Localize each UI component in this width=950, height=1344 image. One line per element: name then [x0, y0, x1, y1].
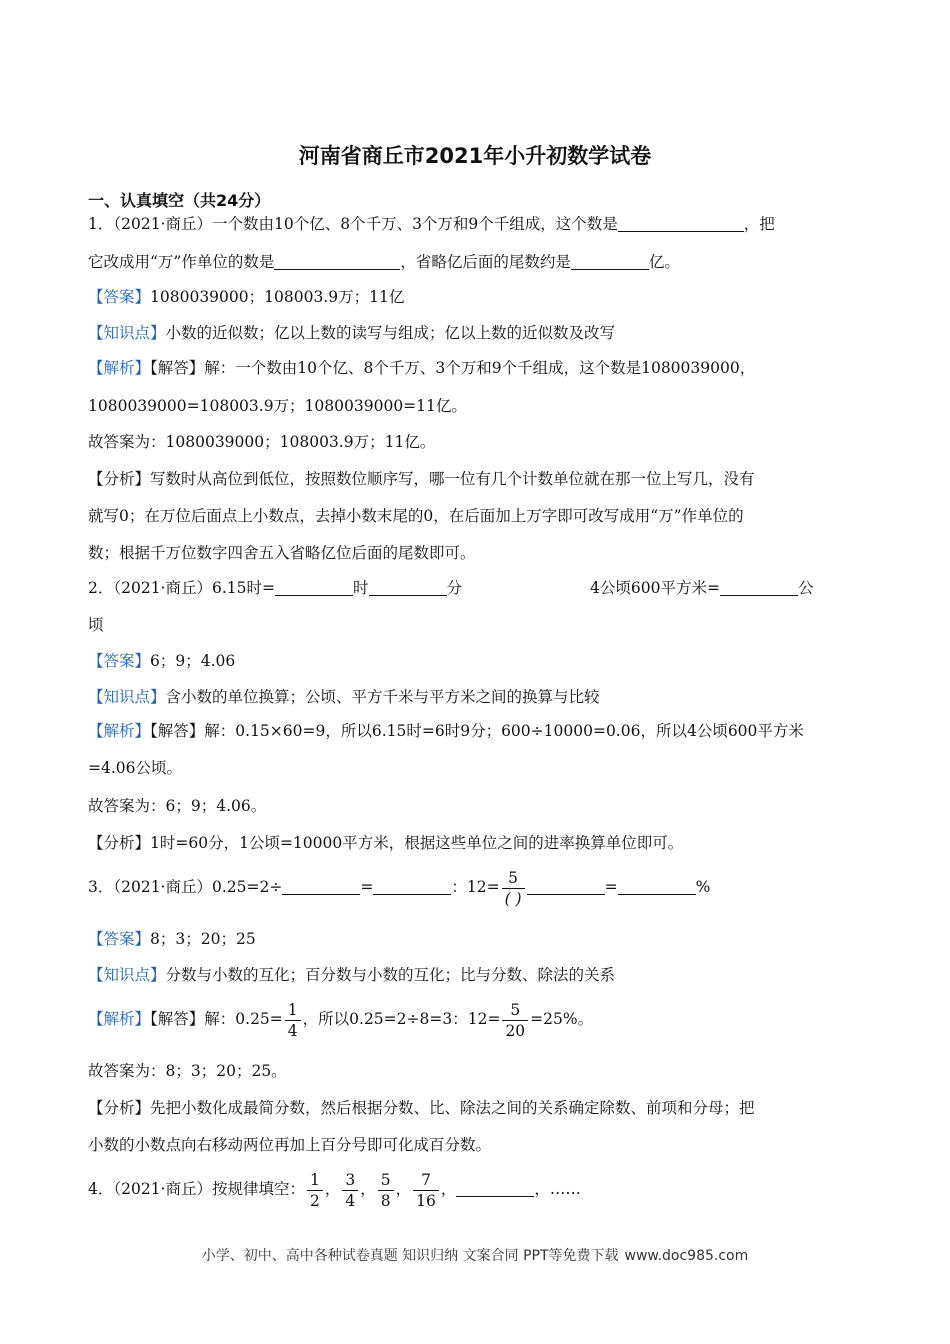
q1-fenxi-3: 数；根据千万位数字四舍五入省略亿位后面的尾数即可。	[88, 544, 476, 562]
q1-jiexi-2: 1080039000=108003.9万；1080039000=11亿。	[88, 397, 467, 415]
fraction: $\frac{3}{4}$	[342, 1170, 358, 1211]
answer-blank[interactable]	[275, 579, 353, 596]
answer-blank[interactable]	[571, 253, 649, 270]
section-heading: 一、认真填空（共24分）	[88, 191, 271, 210]
q3-answer: 【答案】8；3；20；25	[88, 930, 256, 948]
q3-fenxi-2: 小数的小数点向右移动两位再加上百分号即可化成百分数。	[88, 1136, 492, 1154]
q2-fenxi: 【分析】1时=60分，1公顷=10000平方米，根据这些单位之间的进率换算单位即可。	[88, 834, 684, 852]
fraction: $\frac{1}{4}$	[285, 1000, 301, 1041]
q3-knowledge: 【知识点】分数与小数的互化；百分数与小数的互化；比与分数、除法的关系	[88, 966, 616, 984]
q3-jiexi: 【解析】【解答】解：0.25= $\frac{1}{4}$ ，所以0.25=2÷8=3：12= $\frac{5}{20}$ =25%。	[88, 1000, 594, 1040]
fraction: $\frac{5}{20}$	[502, 1000, 528, 1041]
answer-blank[interactable]	[720, 579, 798, 596]
q1-answer: 【答案】1080039000；108003.9万；11亿	[88, 288, 405, 306]
q2-gudaan: 故答案为：6；9；4.06。	[88, 797, 267, 815]
fraction: $\frac{7}{16}$	[413, 1170, 439, 1211]
answer-blank[interactable]	[282, 878, 360, 895]
q3-fenxi-1: 【分析】先把小数化成最简分数，然后根据分数、比、除法之间的关系确定除数、前项和分母；把	[88, 1099, 755, 1117]
q1-fenxi-1: 【分析】写数时从高位到低位，按照数位顺序写，哪一位有几个计数单位就在那一位上写几，没有	[88, 470, 755, 488]
footer-text: 小学、初中、高中各种试卷真题 知识归纳 文案合同 PPT等免费下载	[201, 1248, 619, 1264]
answer-blank[interactable]	[274, 253, 400, 270]
q2-line1: 2．（2021·商丘）6.15时= 时 分 4公顷600平方米= 公	[88, 579, 814, 597]
fraction: $\frac{1}{2}$	[307, 1170, 323, 1211]
q3-gudaan: 故答案为：8；3；20；25。	[88, 1062, 287, 1080]
footer-link[interactable]: www.doc985.com	[624, 1248, 749, 1264]
q2-knowledge: 【知识点】含小数的单位换算；公顷、平方千米与平方米之间的换算与比较	[88, 688, 600, 706]
answer-blank[interactable]	[369, 579, 447, 596]
answer-blank[interactable]	[527, 878, 605, 895]
q4-line1: 4．（2021·商丘）按规律填空： $\frac{1}{2}$ ， $\frac{3}{4}$ ， $\frac{5}{8}$ ， $\frac{7}{16}$ ， ，……	[88, 1170, 581, 1210]
q1-fenxi-2: 就写0；在万位后面点上小数点，去掉小数末尾的0，在后面加上万字即可改写成用“万”作单位的	[88, 507, 744, 525]
answer-blank[interactable]	[373, 878, 451, 895]
answer-blank[interactable]	[456, 1180, 534, 1197]
q3-line1: 3．（2021·商丘）0.25=2÷ = ：12= $\frac{5}{( )}$ = %	[88, 868, 711, 908]
page-footer	[0, 1245, 950, 1265]
q1-line2: 它改成用“万”作单位的数是 ，省略亿后面的尾数约是 亿。	[88, 253, 680, 271]
answer-blank[interactable]	[618, 215, 744, 232]
answer-blank[interactable]	[618, 878, 696, 895]
q2-jiexi-2: =4.06公顷。	[88, 759, 182, 777]
q1-jiexi-1: 【解析】【解答】解：一个数由10个亿、8个千万、3个万和9个千组成，这个数是1080039000，	[88, 359, 756, 377]
page-title: 河南省商丘市2021年小升初数学试卷	[298, 144, 652, 168]
q2-answer: 【答案】6；9；4.06	[88, 652, 236, 670]
q1-knowledge: 【知识点】小数的近似数；亿以上数的读写与组成；亿以上数的近似数及改写	[88, 324, 616, 342]
q2-jiexi-1: 【解析】【解答】解：0.15×60=9，所以6.15时=6时9分；600÷10000=0.06，所以4公顷600平方米	[88, 722, 804, 740]
q1-line1: 1．（2021·商丘）一个数由10个亿、8个千万、3个万和9个千组成，这个数是 ，把	[88, 215, 775, 233]
q1-gudaan: 故答案为：1080039000；108003.9万；11亿。	[88, 433, 436, 451]
fraction: $\frac{5}{( )}$	[502, 868, 525, 909]
q2-line2: 顷	[88, 616, 104, 634]
fraction: $\frac{5}{8}$	[378, 1170, 394, 1211]
